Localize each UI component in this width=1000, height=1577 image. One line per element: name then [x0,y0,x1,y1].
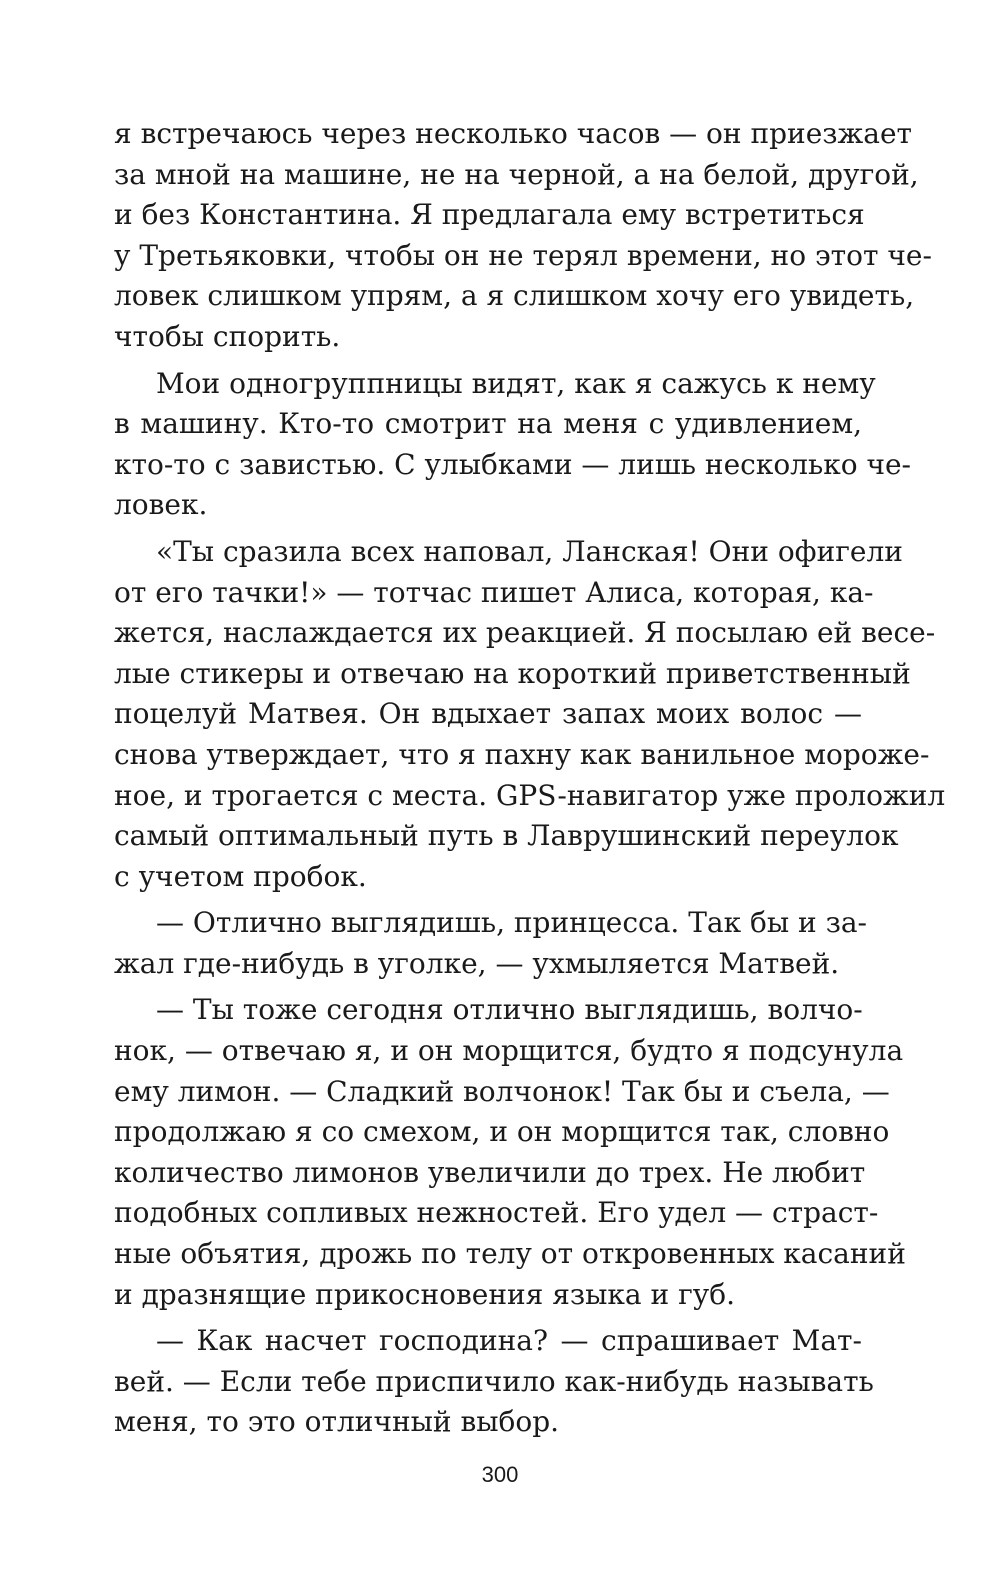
text-line: поцелуй Матвея. Он вдыхает запах моих волос — [114,697,862,731]
text-line: меня, то это отличный выбор. [114,1405,560,1439]
paragraph-2 [114,364,912,526]
page-number: 300 [481,1462,519,1487]
text-line: ему лимон. — Сладкий волчонок! Так бы и съела, — [114,1074,890,1108]
text-line: ловек слишком упрям, а я слишком хочу его увидеть, [114,279,915,313]
text-line: подобных сопливых нежностей. Его удел — страст- [114,1196,879,1230]
text-line: Мои одногруппницы видят, как я сажусь к нему [156,366,876,400]
text-line: снова утверждает, что я пахну как ванильное мороже- [114,737,930,771]
text-line: самый оптимальный путь в Лаврушинский переулок [114,819,899,853]
text-line: — Как насчет господина? — спрашивает Мат- [156,1324,862,1358]
text-line: за мной на машине, не на черной, а на белой, другой, [114,157,919,191]
text-line: я встречаюсь через несколько часов — он приезжает [114,117,913,150]
text-line: и дразнящие прикосновения языка и губ. [114,1277,735,1311]
paragraph-1 [114,114,932,358]
text-line: количество лимонов увеличили до трех. Не любит [114,1155,866,1189]
text-line: — Отлично выглядишь, принцесса. Так бы и за- [156,906,868,940]
text-line: продолжаю я со смехом, и он морщится так, словно [114,1115,890,1149]
text-line: с учетом пробок. [114,859,367,893]
text-line: жется, наслаждается их реакцией. Я посылаю ей весе- [114,616,936,650]
text-line: кто-то с завистью. С улыбками — лишь несколько че- [114,447,912,481]
text-line: ное, и трогается с места. GPS-навигатор уже проложил [114,778,946,812]
text-line: от его тачки!» — тотчас пишет Алиса, которая, ка- [114,575,874,609]
text-line: вей. — Если тебе приспичило как-нибудь называть [114,1364,874,1398]
paragraph-6 [114,1321,874,1443]
text-line: нок, — отвечаю я, и он морщится, будто я подсунула [114,1034,904,1068]
text-line: чтобы спорить. [114,319,341,353]
paragraph-4 [114,903,868,984]
text-line: в машину. Кто-то смотрит на меня с удивлением, [114,407,862,441]
text-line: и без Константина. Я предлагала ему встретиться [114,198,865,232]
text-line: ловек. [114,488,208,522]
body-text [114,114,946,1443]
text-line: лые стикеры и отвечаю на короткий приветственный [114,656,911,690]
text-line: жал где-нибудь в уголке, — ухмыляется Матвей. [114,946,840,980]
paragraph-3 [114,532,946,897]
paragraph-5 [114,990,906,1315]
text-line: ные объятия, дрожь по телу от откровенных касаний [114,1237,906,1271]
text-line: — Ты тоже сегодня отлично выглядишь, волчо- [156,993,863,1027]
text-line: «Ты сразила всех наповал, Ланская! Они офигели [156,534,903,568]
text-line: у Третьяковки, чтобы он не терял времени, но этот че- [114,238,932,272]
